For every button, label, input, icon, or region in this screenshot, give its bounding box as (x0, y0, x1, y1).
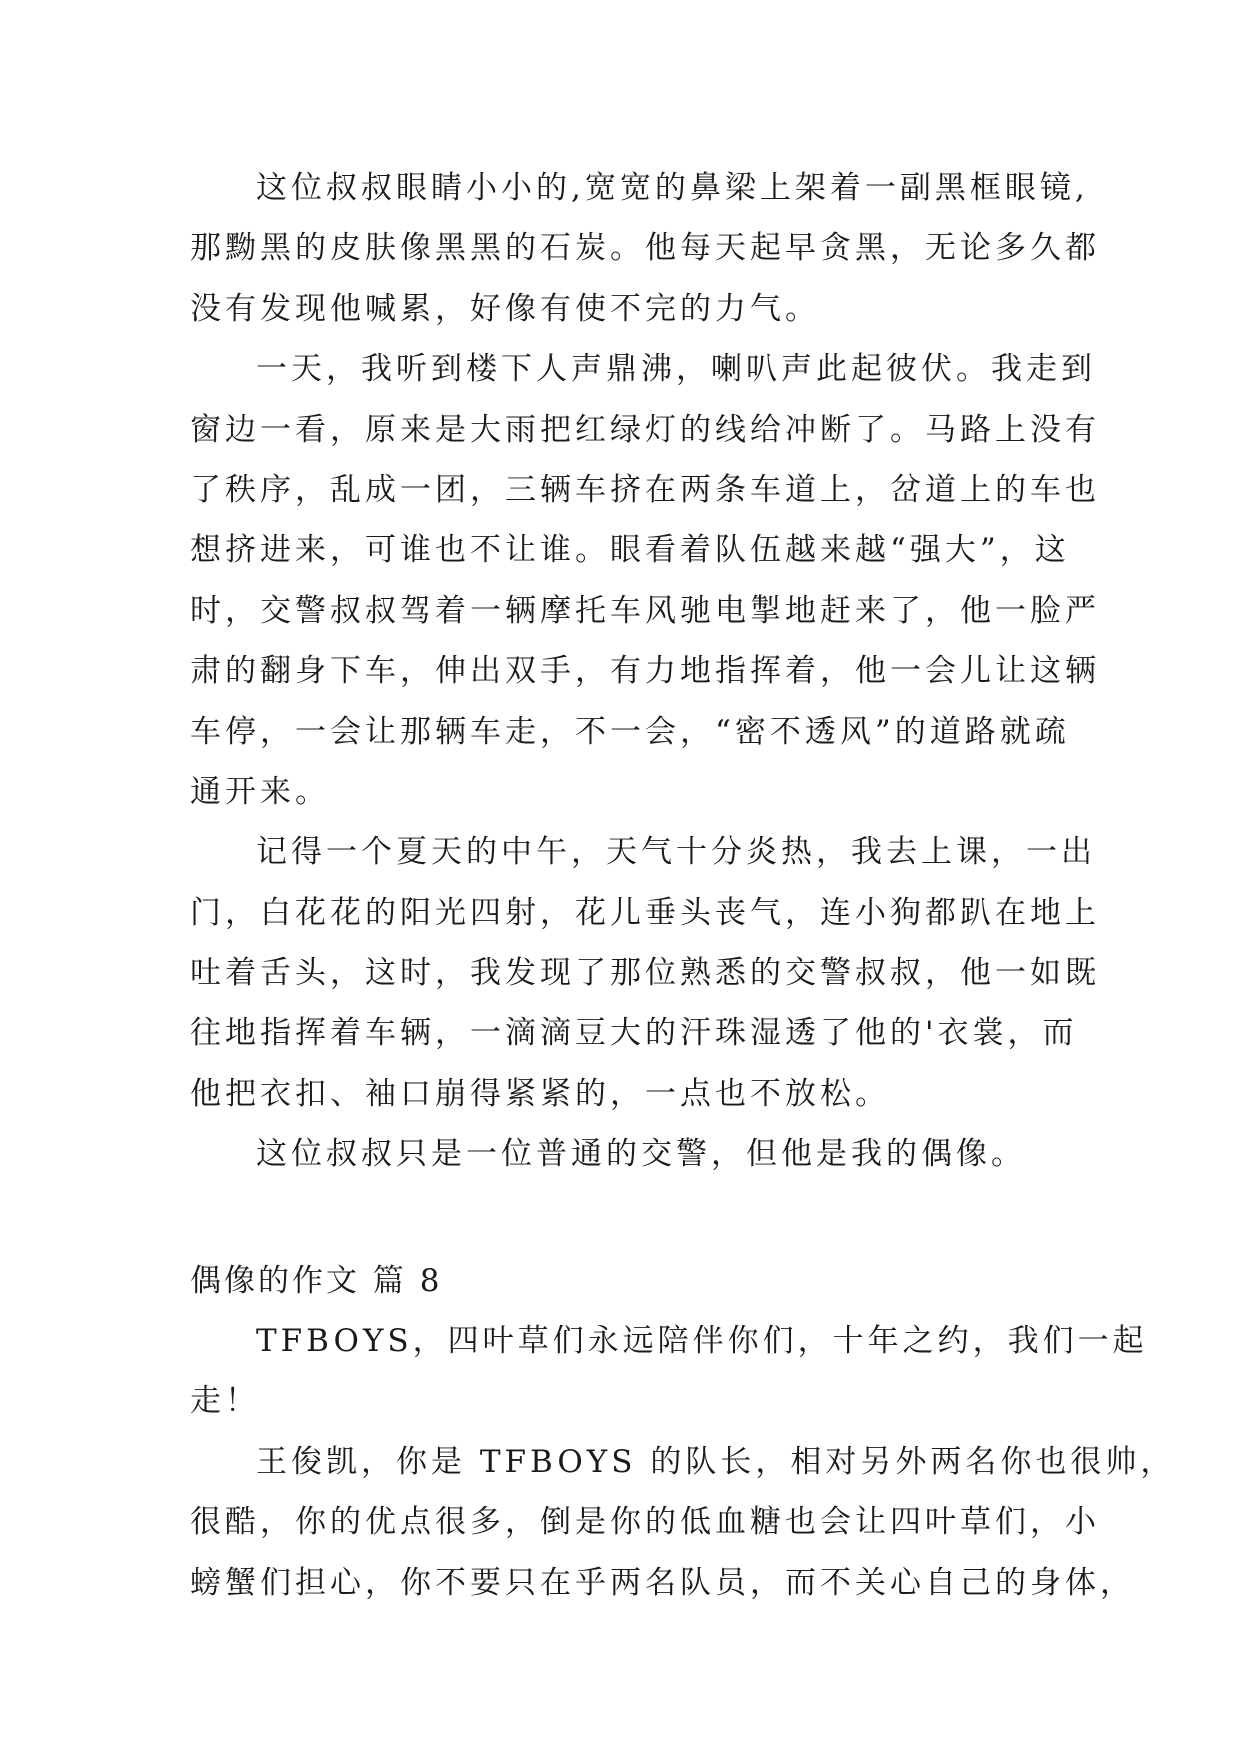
paragraph-line: 门，白花花的阳光四射，花儿垂头丧气，连小狗都趴在地上 (190, 894, 1100, 931)
paragraph-line: 记得一个夏天的中午，天气十分炎热，我去上课，一出 (256, 834, 1096, 871)
paragraph-line: 往地指挥着车辆，一滴滴豆大的汗珠湿透了他的'衣裳，而 (190, 1015, 1078, 1052)
paragraph-line: 一天，我听到楼下人声鼎沸，喇叭声此起彼伏。我走到 (256, 351, 1096, 388)
paragraph-2 (190, 339, 1100, 822)
paragraph-line: 想挤进来，可谁也不让谁。眼看着队伍越来越“强大”，这 (190, 532, 1070, 569)
paragraph-line: 没有发现他喊累，好像有使不完的力气。 (190, 290, 820, 327)
paragraph-line: 窗边一看，原来是大雨把红绿灯的线给冲断了。马路上没有 (190, 411, 1100, 448)
section-spacer (190, 1185, 1060, 1251)
paragraph-line: TFBOYS，四叶草们永远陪伴你们，十年之约，我们一起 (256, 1323, 1148, 1360)
section-heading: 偶像的作文 篇 8 (190, 1262, 443, 1299)
paragraph-line: 通开来。 (190, 773, 330, 810)
paragraph-line: 很酷，你的优点很多，倒是你的低血糖也会让四叶草们，小 (190, 1504, 1100, 1541)
paragraph-line: 肃的翻身下车，伸出双手，有力地指挥着，他一会儿让这辆 (190, 653, 1100, 690)
paragraph-3 (190, 822, 1100, 1124)
paragraph-line: 时，交警叔叔驾着一辆摩托车风驰电掣地赶来了，他一脸严 (190, 592, 1100, 629)
paragraph-line: 螃蟹们担心，你不要只在乎两名队员，而不关心自己的身体， (190, 1564, 1135, 1601)
paragraph-6 (190, 1432, 1176, 1613)
document-body (190, 158, 1176, 1613)
paragraph-line: 这位叔叔只是一位普通的交警，但他是我的偶像。 (256, 1136, 1026, 1173)
paragraph-line: 吐着舌头，这时，我发现了那位熟悉的交警叔叔，他一如既 (190, 955, 1100, 992)
paragraph-5 (190, 1311, 1148, 1432)
paragraph-line: 了秩序，乱成一团，三辆车挤在两条车道上，岔道上的车也 (190, 471, 1100, 508)
paragraph-line: 这位叔叔眼睛小小的,宽宽的鼻梁上架着一副黑框眼镜, (256, 170, 1089, 206)
paragraph-line: 那黝黑的皮肤像黑黑的石炭。他每天起早贪黑，无论多久都 (190, 230, 1100, 267)
paragraph-line: 走！ (190, 1383, 260, 1420)
paragraph-1 (190, 158, 1100, 339)
paragraph-line: 王俊凯，你是 TFBOYS 的队长，相对另外两名你也很帅， (256, 1443, 1176, 1480)
paragraph-line: 他把衣扣、袖口崩得紧紧的，一点也不放松。 (190, 1075, 890, 1112)
paragraph-4 (190, 1124, 1060, 1184)
paragraph-line: 车停，一会让那辆车走，不一会，“密不透风”的道路就疏 (190, 713, 1070, 750)
